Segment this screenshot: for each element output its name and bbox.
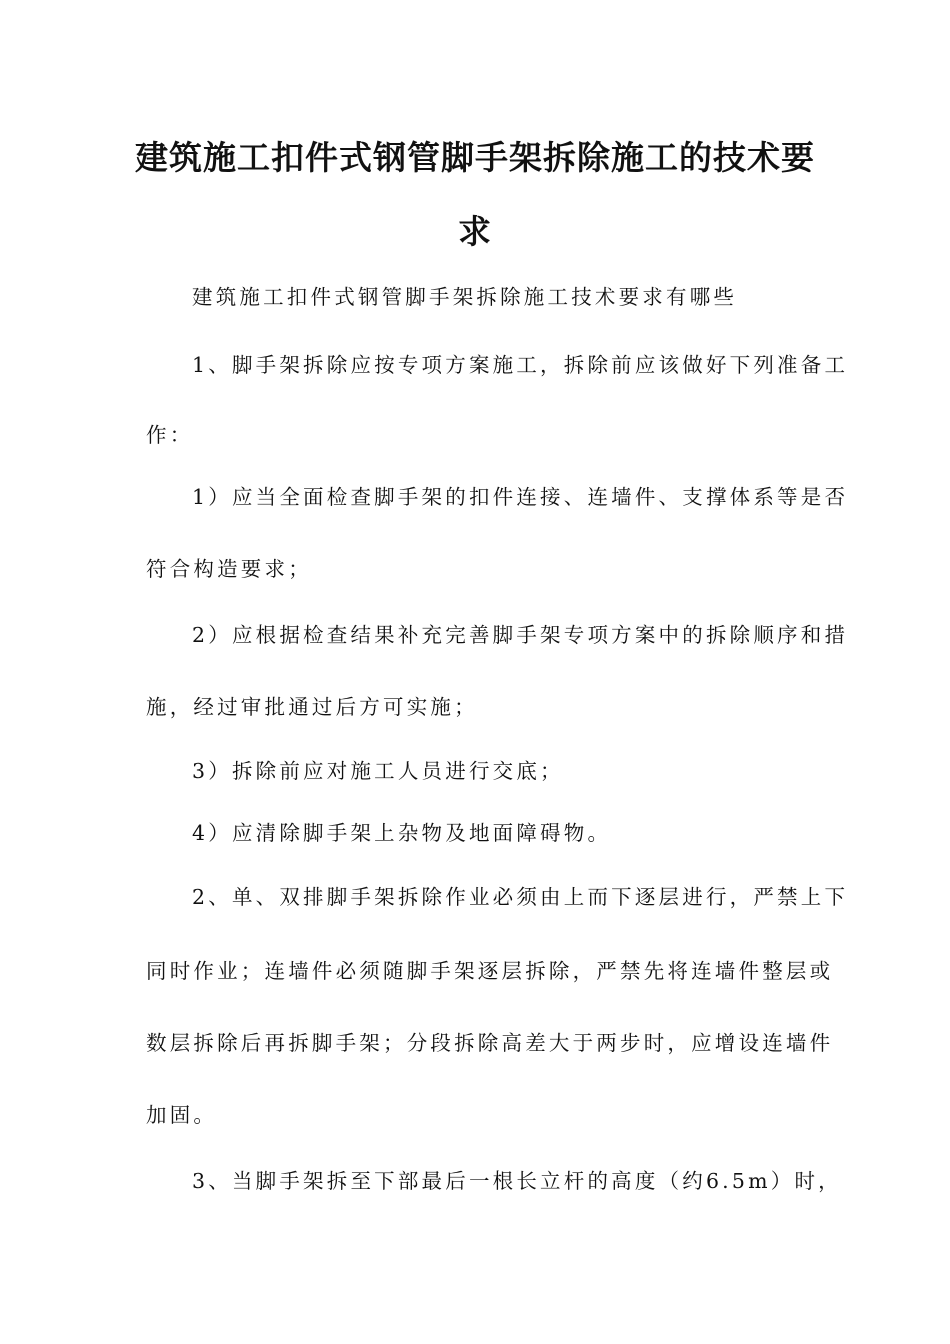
item-1-line-2: 符合构造要求； <box>146 557 312 581</box>
paragraph-3-line-1: 3、当脚手架拆至下部最后一根长立杆的高度（约6.5m）时， <box>192 1169 842 1193</box>
item-2-line-1: 2）应根据检查结果补充完善脚手架专项方案中的拆除顺序和措 <box>192 623 849 647</box>
paragraph-2-line-1: 2、单、双排脚手架拆除作业必须由上而下逐层进行，严禁上下 <box>192 885 849 909</box>
paragraph-2-line-4: 加固。 <box>146 1103 218 1127</box>
item-4-line: 4）应清除脚手架上杂物及地面障碍物。 <box>192 821 612 845</box>
document-title-line-1: 建筑施工扣件式钢管脚手架拆除施工的技术要 <box>135 138 815 177</box>
document-title-line-2: 求 <box>458 212 492 251</box>
paragraph-2-line-2: 同时作业；连墙件必须随脚手架逐层拆除，严禁先将连墙件整层或 <box>146 959 834 983</box>
paragraph-1-line-1: 1、脚手架拆除应按专项方案施工，拆除前应该做好下列准备工 <box>192 353 849 377</box>
intro-question: 建筑施工扣件式钢管脚手架拆除施工技术要求有哪些 <box>192 285 738 309</box>
paragraph-2-line-3: 数层拆除后再拆脚手架；分段拆除高差大于两步时，应增设连墙件 <box>146 1031 834 1055</box>
item-1-line-1: 1）应当全面检查脚手架的扣件连接、连墙件、支撑体系等是否 <box>192 485 849 509</box>
item-3-line: 3）拆除前应对施工人员进行交底； <box>192 759 564 783</box>
item-2-line-2: 施，经过审批通过后方可实施； <box>146 695 478 719</box>
paragraph-1-line-2: 作： <box>146 423 194 447</box>
